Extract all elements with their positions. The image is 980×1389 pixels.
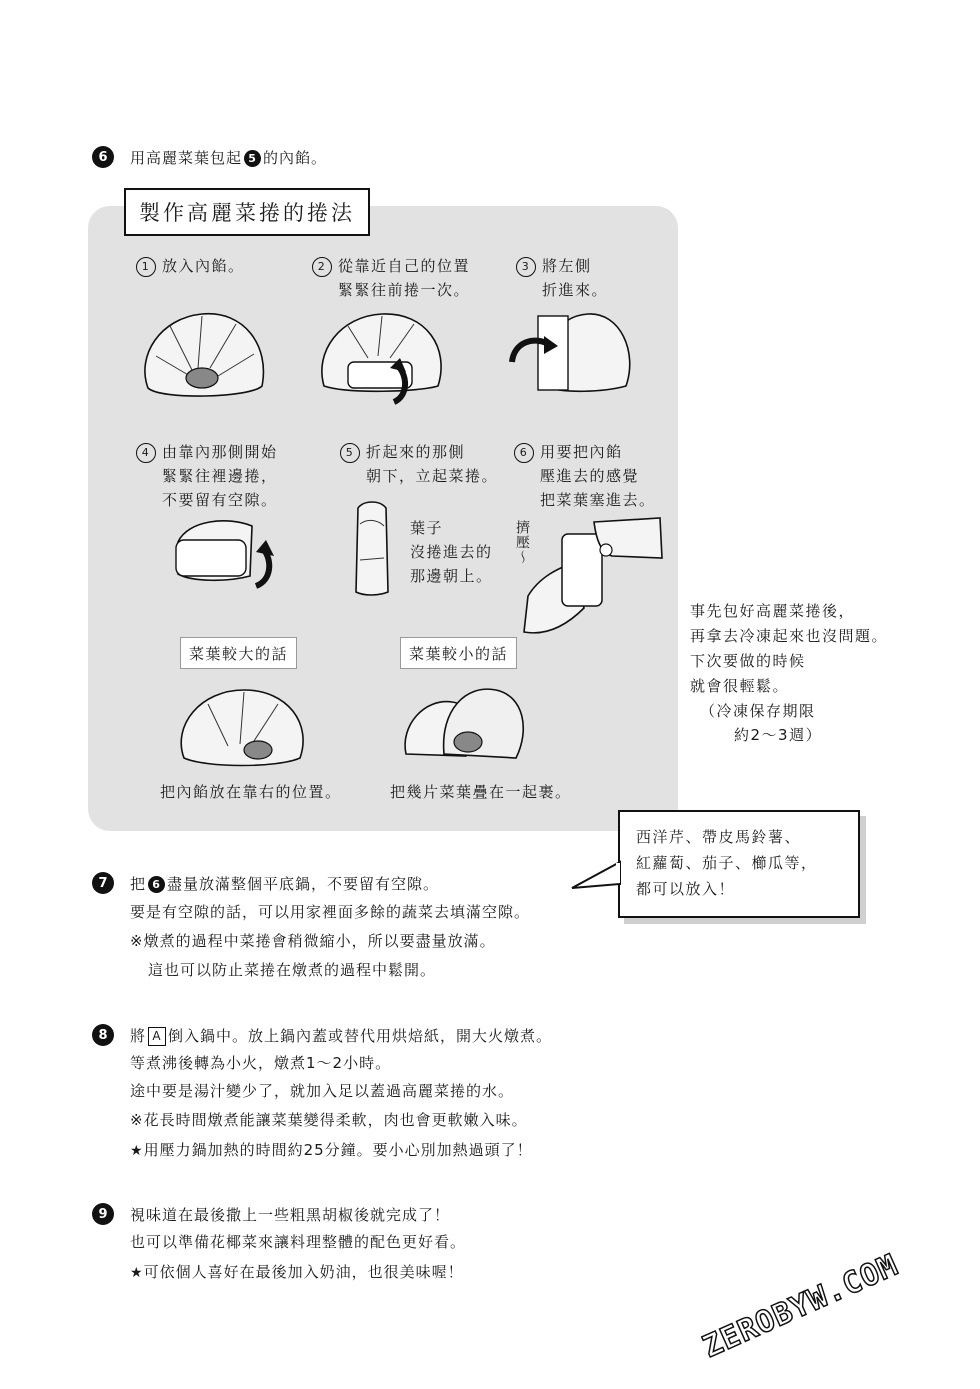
step-7-line3: ※燉煮的過程中菜捲會稍微縮小，所以要盡量放滿。 xyxy=(130,932,496,950)
panel-step-5-line1: 折起來的那側 xyxy=(366,443,466,461)
step-9-star-text: 可依個人喜好在最後加入奶油，也很美味喔！ xyxy=(143,1263,464,1281)
step-9-number: 9 xyxy=(92,1203,114,1225)
panel-step-2-num: 2 xyxy=(312,257,332,277)
callout-line1: 西洋芹、帶皮馬鈴薯、 xyxy=(636,828,802,846)
callout-pointer xyxy=(570,860,630,900)
panel-step-3-num: 3 xyxy=(516,257,536,277)
illustration-step-3 xyxy=(508,306,638,406)
step-7-number: 7 xyxy=(92,872,114,894)
side-note-line6: 約2～3週） xyxy=(734,726,823,744)
illustration-step-6 xyxy=(520,508,670,638)
step-8-line1 xyxy=(130,1025,552,1046)
case-large-label: 菜葉較大的話 xyxy=(180,637,297,669)
step-8-ref: A xyxy=(148,1027,166,1046)
case-small-label: 菜葉較小的話 xyxy=(400,637,517,669)
panel-step-3 xyxy=(516,254,608,302)
panel-step-1-line1: 放入內餡。 xyxy=(162,257,245,275)
step-5-note-line1: 葉子 xyxy=(410,519,444,537)
panel-title: 製作高麗菜捲的捲法 xyxy=(124,188,370,236)
panel-step-5 xyxy=(340,440,498,488)
illustration-step-4 xyxy=(168,512,288,592)
step-8-line4: ※花長時間燉煮能讓菜葉變得柔軟，肉也會更軟嫩入味。 xyxy=(130,1111,528,1129)
panel-step-2 xyxy=(312,254,470,302)
side-note-line4: 就會很輕鬆。 xyxy=(690,677,790,695)
step-7-line4: 這也可以防止菜捲在燉煮的過程中鬆開。 xyxy=(148,961,437,979)
panel-step-4-num: 4 xyxy=(136,443,156,463)
panel-step-6-line1: 用要把內餡 xyxy=(540,443,623,461)
step-7-text-before: 把 xyxy=(130,875,147,893)
panel-step-1 xyxy=(136,254,245,278)
illustration-step-2 xyxy=(318,306,458,406)
panel-step-2-line1: 從靠近自己的位置 xyxy=(338,257,471,275)
step-6-text-after: 的內餡。 xyxy=(263,149,328,167)
step-6-press-label: 擠壓～ xyxy=(514,520,530,565)
panel-step-4-line2: 緊緊往裡邊捲， xyxy=(162,467,278,485)
step-5-note-line3: 那邊朝上。 xyxy=(410,567,493,585)
step-9-line1: 視味道在最後撒上一些粗黑胡椒後就完成了！ xyxy=(130,1206,451,1224)
step-7-ref: 6 xyxy=(148,876,165,893)
step-8-line5 xyxy=(130,1139,533,1160)
side-note-line2: 再拿去冷凍起來也沒問題。 xyxy=(690,627,889,645)
panel-step-4-line1: 由靠內那側開始 xyxy=(162,443,278,461)
panel-step-4-line3: 不要留有空隙。 xyxy=(162,491,278,509)
panel-step-2-line2: 緊緊往前捲一次。 xyxy=(338,281,471,299)
step-6-number: 6 xyxy=(92,146,114,168)
step-6-ref: 5 xyxy=(244,150,261,167)
star-icon: ★ xyxy=(130,1143,144,1159)
case-large-caption: 把內餡放在靠右的位置。 xyxy=(160,783,342,801)
panel-step-6-num: 6 xyxy=(514,443,534,463)
panel-step-6-line2: 壓進去的感覺 xyxy=(540,467,640,485)
step-7-line2: 要是有空隙的話，可以用家裡面多餘的蔬菜去填滿空隙。 xyxy=(130,903,531,921)
step-8-star-text: 用壓力鍋加熱的時間約25分鐘。要小心別加熱過頭了！ xyxy=(143,1141,533,1159)
step-5-note xyxy=(410,516,493,588)
case-small-caption: 把幾片菜葉疊在一起裹。 xyxy=(390,783,572,801)
panel-step-6-line3: 把菜葉塞進去。 xyxy=(540,491,656,509)
watermark: ZEROBYW.COM xyxy=(697,1247,904,1365)
panel-step-5-line2: 朝下，立起菜捲。 xyxy=(366,467,499,485)
panel-step-3-line1: 將左側 xyxy=(542,257,592,275)
step-7-line1 xyxy=(130,873,439,894)
illustration-case-large xyxy=(178,684,308,774)
star-icon: ★ xyxy=(130,1265,144,1281)
illustration-step-1 xyxy=(140,306,270,406)
panel-step-6 xyxy=(514,440,656,512)
panel-step-3-line2: 折進來。 xyxy=(542,281,609,299)
illustration-step-5 xyxy=(348,500,398,600)
illustration-case-small xyxy=(400,680,530,774)
panel-step-1-num: 1 xyxy=(136,257,156,277)
step-8-text-before: 將 xyxy=(130,1027,147,1045)
step-9-line2: 也可以準備花椰菜來讓料理整體的配色更好看。 xyxy=(130,1233,467,1251)
callout-line2: 紅蘿蔔、茄子、櫛瓜等， xyxy=(636,854,818,872)
step-7-text-after: 盡量放滿整個平底鍋，不要留有空隙。 xyxy=(167,875,440,893)
callout-line3: 都可以放入！ xyxy=(636,880,736,898)
side-note-line5: （冷凍保存期限 xyxy=(700,702,816,720)
panel-step-5-num: 5 xyxy=(340,443,360,463)
step-8-number: 8 xyxy=(92,1024,114,1046)
step-8-line3: 途中要是湯汁變少了，就加入足以蓋過高麗菜捲的水。 xyxy=(130,1082,515,1100)
step-6-text-before: 用高麗菜葉包起 xyxy=(130,149,243,167)
side-note-line1: 事先包好高麗菜捲後， xyxy=(690,602,856,620)
step-9-line3 xyxy=(130,1261,464,1282)
step-5-note-line2: 沒捲進去的 xyxy=(410,543,493,561)
step-8-line2: 等煮沸後轉為小火，燉煮1～2小時。 xyxy=(130,1054,392,1072)
step-8-text-after: 倒入鍋中。放上鍋內蓋或替代用烘焙紙，開大火燉煮。 xyxy=(168,1027,553,1045)
step-6-text xyxy=(130,147,327,168)
panel-step-4 xyxy=(136,440,278,512)
side-note-line3: 下次要做的時候 xyxy=(690,652,806,670)
